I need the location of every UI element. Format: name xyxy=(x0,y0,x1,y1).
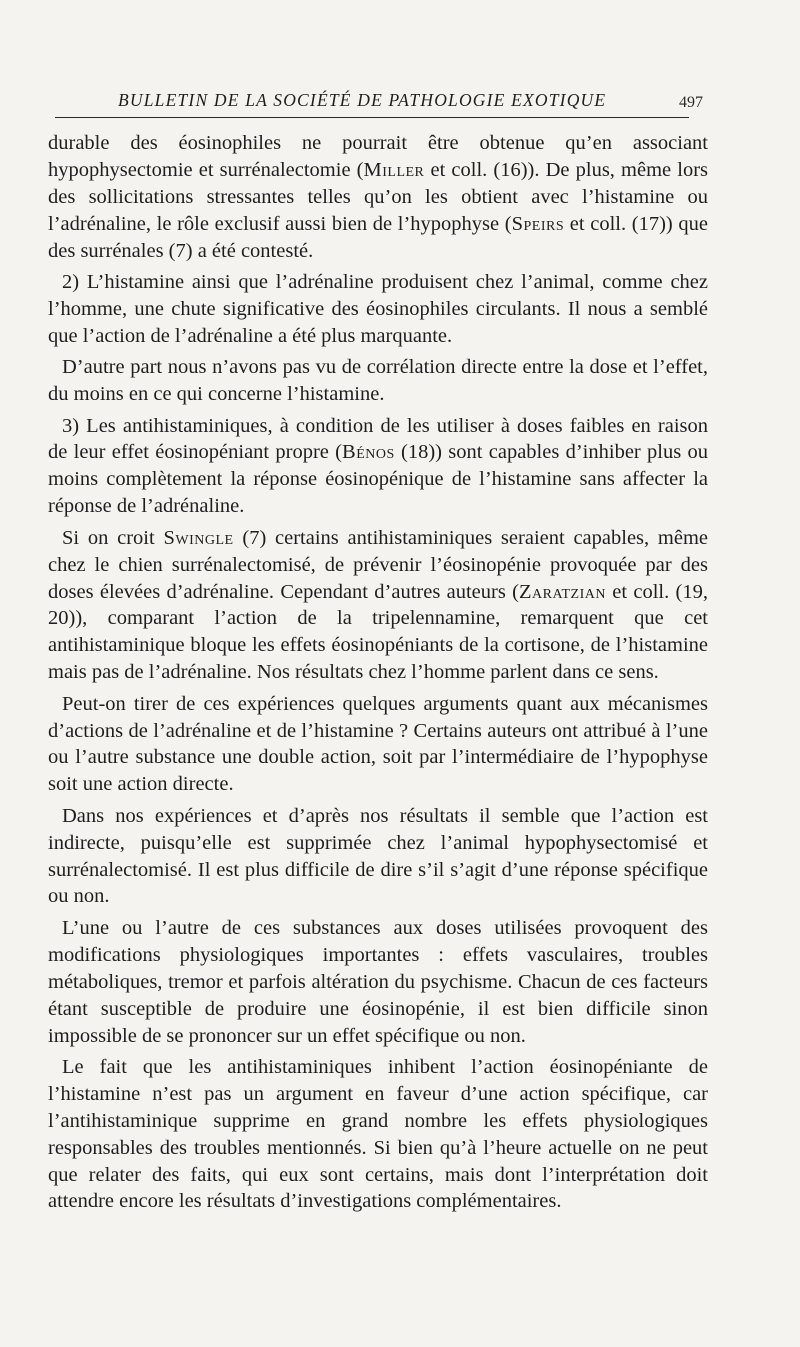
paragraph xyxy=(48,413,708,521)
paragraph xyxy=(48,803,708,911)
text-run: Dans nos expériences et d’après nos résultats il semble que l’action est indirecte, puisqu’elle est supprimée chez l’animal hypophysectomisé et surrénalectomisé. Il est plus difficile de dire s’il s’agit d’une réponse spécifique ou non. xyxy=(48,804,708,908)
author-name: Bénos xyxy=(342,441,395,464)
paragraph xyxy=(48,130,708,265)
text-run: 3) Les antihistaminiques, à condition de les utiliser à doses faibles en raison de leur effet éosinopéniant propre ( xyxy=(48,414,708,464)
text-run: (7) certains antihistaminiques seraient capables, même chez le chien surrénalectomisé, de prévenir l’éosinopénie provoquée par des doses élevées d’adrénaline. Cependant d’autres auteurs ( xyxy=(48,526,708,603)
paragraph xyxy=(48,1054,708,1215)
author-name: Zaratzian xyxy=(518,580,606,603)
text-run: et coll. (16)). De plus, même lors des sollicitations stressantes telles qu’on les obtient avec l’histamine ou l’adrénaline, le rôle exclusif aussi bien de l’hypophyse ( xyxy=(48,158,709,235)
text-run: durable des éosinophiles ne pourrait être obtenue qu’en associant hypophysectomie et surrénalectomie ( xyxy=(48,132,708,181)
body-text xyxy=(48,130,708,1220)
text-run: L’une ou l’autre de ces substances aux doses utilisées provoquent des modifications physiologiques importantes : effets vasculaires, troubles métaboliques, tremor et parfois altération du psychisme. Chacun de ces facteurs étant susceptible de produire une éosinopénie, il est bien difficile sinon impossible de se prononcer sur un effet spécifique ou non. xyxy=(48,916,708,1047)
author-name: Speirs xyxy=(511,212,565,235)
text-run: Si on croit xyxy=(62,526,164,549)
paragraph xyxy=(48,525,708,686)
text-run: (18)) sont capables d’inhiber plus ou moins complètement la réponse éosinopénique de l’histamine sans affecter la réponse de l’adrénaline. xyxy=(48,441,708,518)
text-run: Peut-on tirer de ces expériences quelques arguments quant aux mécanismes d’actions de l’adrénaline et de l’histamine ? Certains auteurs ont attribué à l’une ou l’autre substance une double action, soit par l’intermédiaire de l’hypophyse soit une action directe. xyxy=(48,692,708,796)
author-name: Miller xyxy=(363,158,425,181)
paragraph xyxy=(48,691,708,799)
journal-title: BULLETIN DE LA SOCIÉTÉ DE PATHOLOGIE EXOTIQUE xyxy=(118,90,607,110)
paragraph xyxy=(48,354,708,408)
page-number: 497 xyxy=(679,94,703,111)
text-run: et coll. (17)) que des surrénales (7) a été contesté. xyxy=(48,212,708,262)
text-run: et coll. (19, 20)), comparant l’action de la tripelennamine, remarquent que cet antihistaminique bloque les effets éosinopéniants de la cortisone, de l’histamine mais pas de l’adrénaline. Nos résultats chez l’homme parlent dans ce sens. xyxy=(48,580,708,684)
running-header xyxy=(55,88,703,118)
text-run: D’autre part nous n’avons pas vu de corrélation directe entre la dose et l’effet, du moins en ce qui concerne l’histamine. xyxy=(48,356,708,406)
author-name: Swingle xyxy=(163,526,234,549)
paragraph xyxy=(48,915,708,1050)
text-run: Le fait que les antihistaminiques inhibent l’action éosinopéniante de l’histamine n’est pas un argument en faveur d’une action spécifique, car l’antihistaminique supprime en grand nombre les effets physiologiques responsables des troubles mentionnés. Si bien qu’à l’heure actuelle on ne peut que relater des faits, qui eux sont certains, mais dont l’interprétation doit attendre encore les résultats d’investigations complémentaires. xyxy=(48,1055,708,1213)
paragraph xyxy=(48,269,708,350)
text-run: 2) L’histamine ainsi que l’adrénaline produisent chez l’animal, comme chez l’homme, une chute significative des éosinophiles circulants. Il nous a semblé que l’action de l’adrénaline a été plus marquante. xyxy=(48,271,708,347)
header-rule xyxy=(55,117,689,118)
